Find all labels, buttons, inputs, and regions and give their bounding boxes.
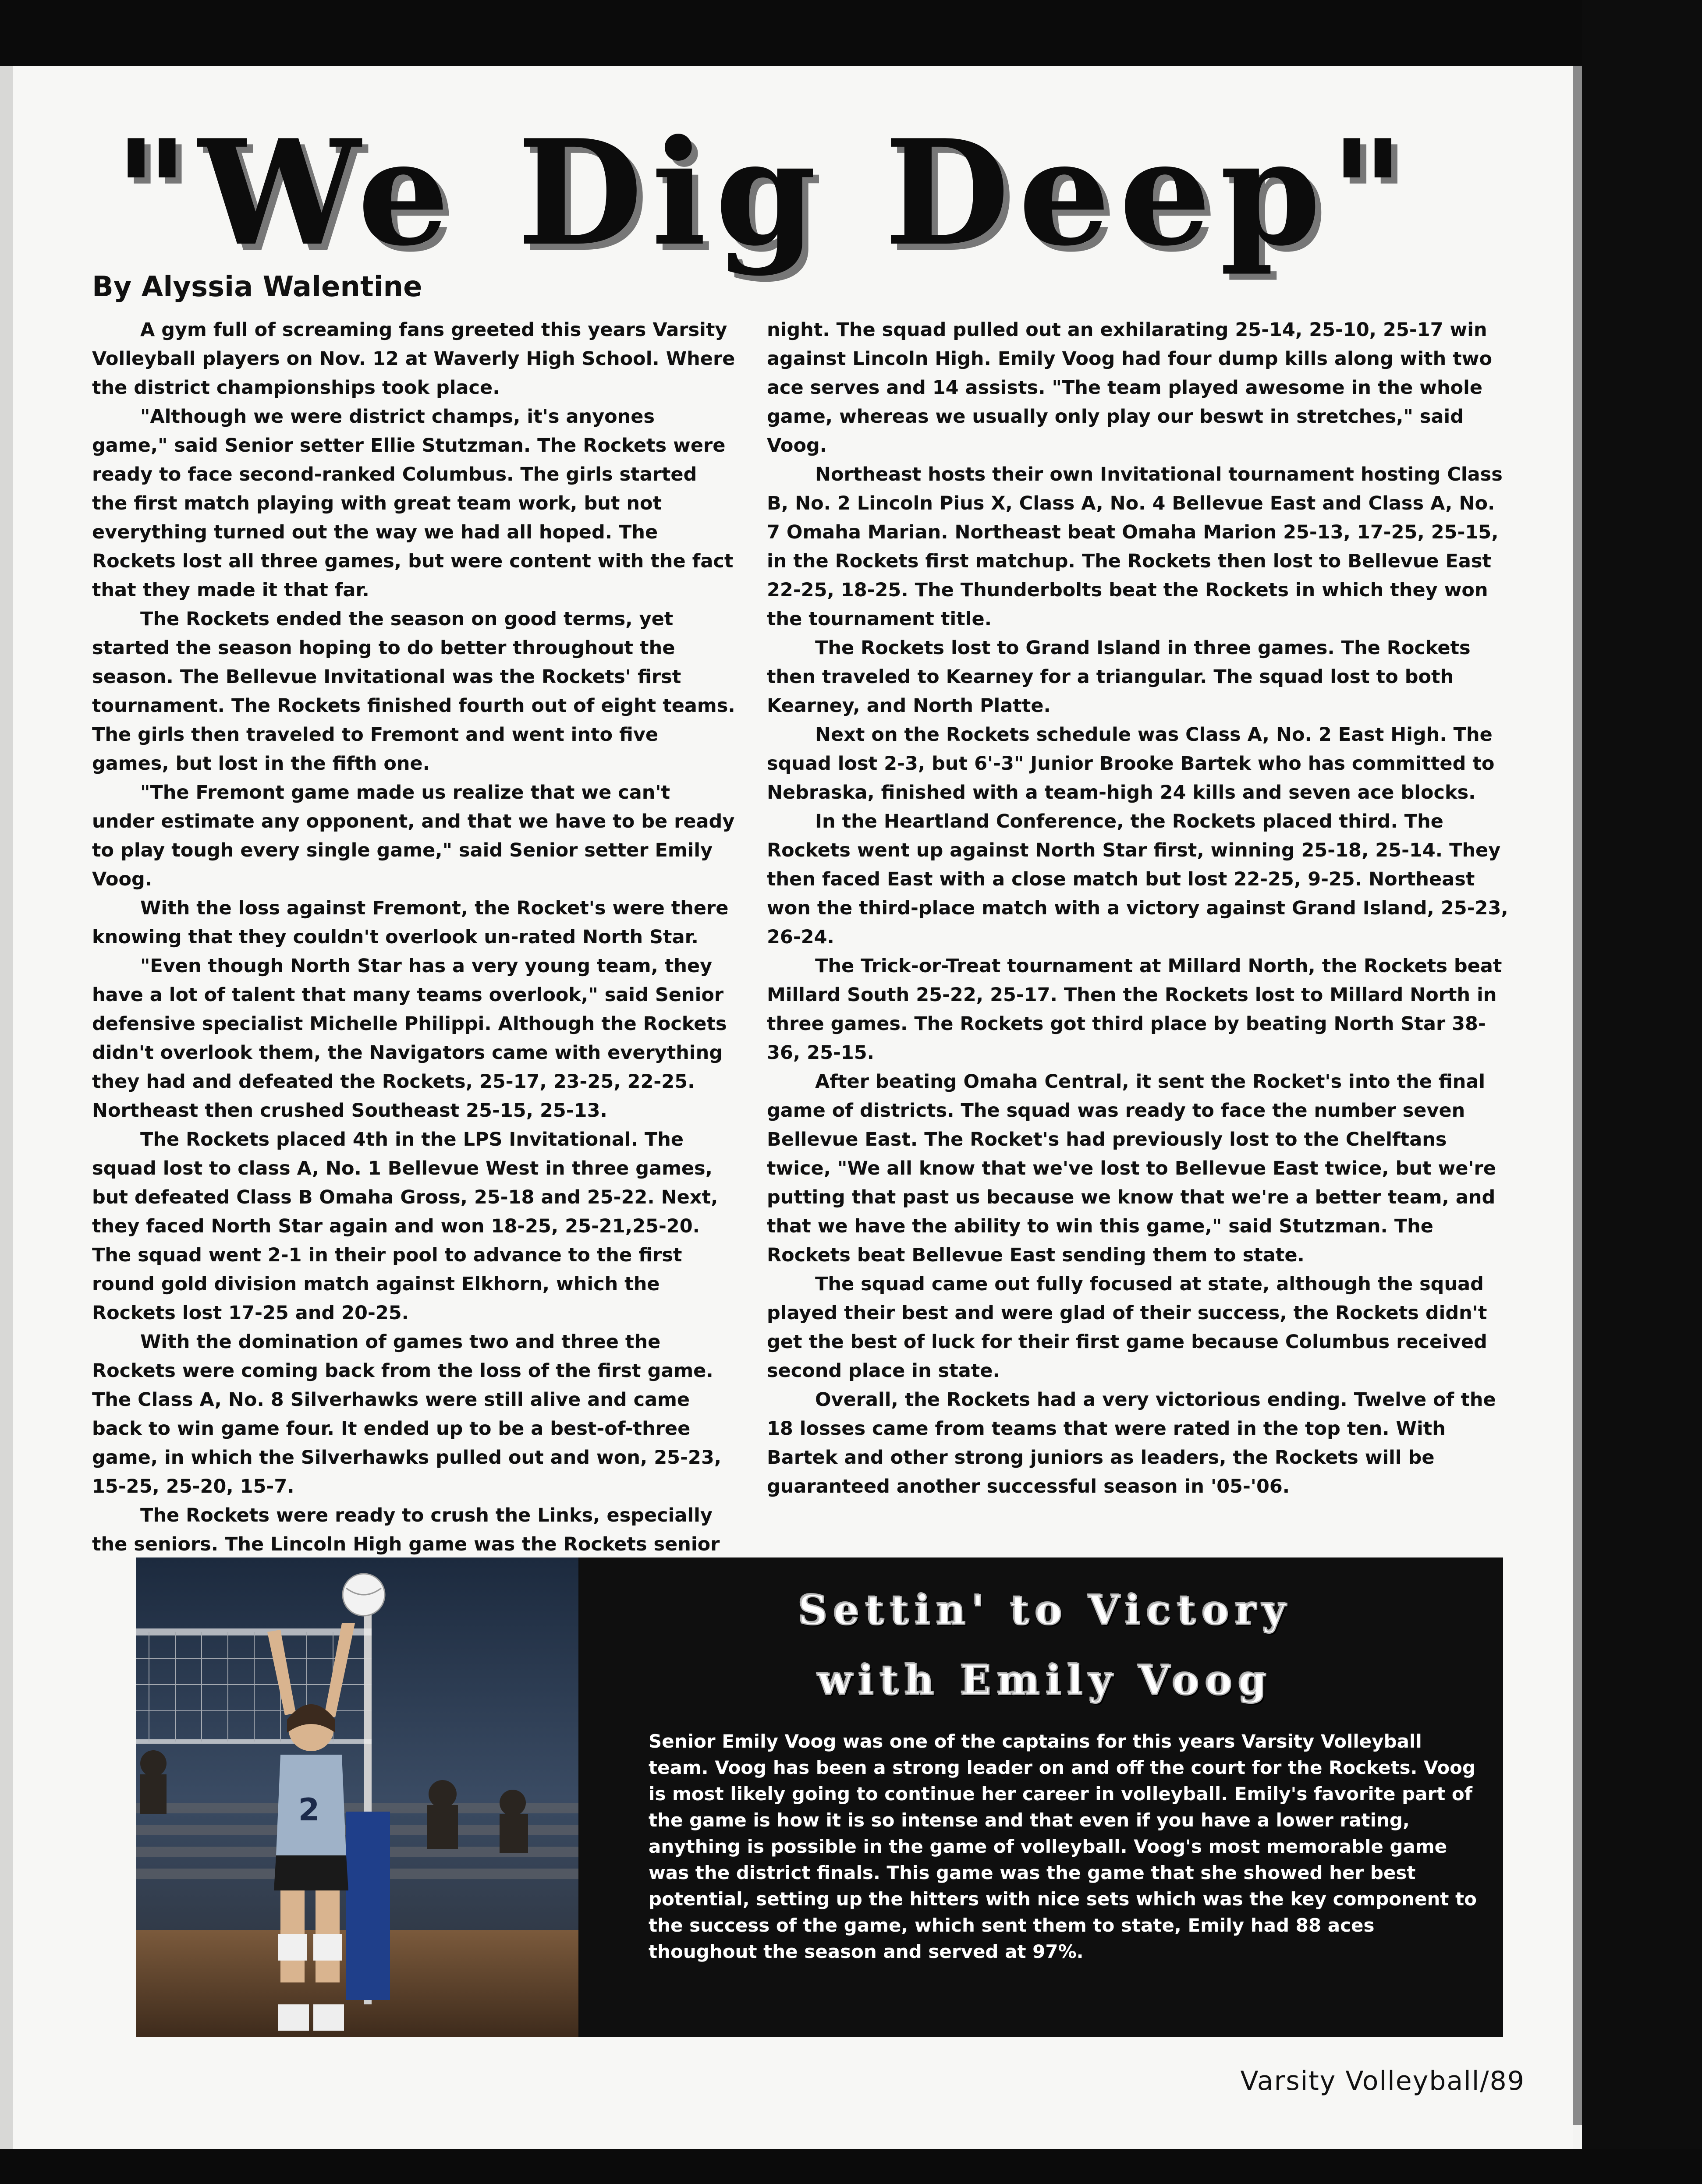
paragraph: "The Fremont game made us realize that we can't under estimate any opponent, and that we have to be ready to play tough every single game," said Senior setter Emily Voog. [92,782,735,890]
paragraph: A gym full of screaming fans greeted this years Varsity Volleyball players on Nov. 12 at Waverly High School. Where the district championships took place. [92,319,735,399]
paragraph: With the loss against Fremont, the Rocket's were there knowing that they couldn't overlook un-rated North Star. [92,897,729,948]
sidebar-title-line-2: with Emily Voog [817,1657,1273,1704]
volleyball-photo [136,1557,578,2037]
paragraph: Overall, the Rockets had a very victorious ending. Twelve of the 18 losses came from teams that were rated in the top ten. With Bartek and other strong juniors as leaders, the Rockets will be guaranteed another successful season in '05-'06. [767,1389,1496,1497]
paragraph: The Rockets placed 4th in the LPS Invitational. The squad lost to class A, No. 1 Bellevue West in three games, but defeated Class B Omaha Gross, 25-18 and 25-22. Next, they faced North Star again and won 18-25, 25-21,25-20. The squad went 2-1 in their pool to advance to the first round gold division match against Elkhorn, which the Rockets lost 17-25 and 20-25. [92,1129,718,1324]
article-column-right [767,315,1512,1542]
scan-border-bottom [0,2149,1702,2184]
paragraph: The Trick-or-Treat tournament at Millard North, the Rockets beat Millard South 25-22, 25-17. Then the Rockets lost to Millard North in three games. The Rockets got third place by beating North Star 38-36, 25-15. [767,955,1502,1064]
paragraph: The Rockets were ready to crush the Links, especially the seniors. The Lincoln High game was the Rockets senior [92,1504,720,1555]
sidebar-box [136,1557,1503,2037]
paragraph: Next on the Rockets schedule was Class A, No. 2 East High. The squad lost 2-3, but 6'-3" Junior Brooke Bartek who has committed to Nebraska, finished with a team-high 24 kills and seven ace blocks. [767,724,1495,804]
article-title: "We Dig Deep" [114,108,1414,278]
paragraph: With the domination of games two and three the Rockets were coming back from the loss of the first game. The Class A, No. 8 Silverhawks were still alive and came back to win game four. It ended up to be a best-of-three game, in which the Silverhawks pulled out and won, 25-23, 15-25, 25-20, 15-7. [92,1331,722,1497]
article-column-left [92,315,736,1555]
paragraph: In the Heartland Conference, the Rockets placed third. The Rockets went up against North Star first, winning 25-18, 25-14. They then faced East with a close match but lost 22-25, 9-25. Northeast won the third-place match with a victory against Grand Island, 25-23, 26-24. [767,811,1508,948]
page-folio: Varsity Volleyball/89 [1240,2066,1525,2096]
scan-border-top [0,0,1702,66]
paragraph: The Rockets ended the season on good terms, yet started the season hoping to do better throughout the season. The Bellevue Invitational was the Rockets' first tournament. The Rockets finished fourth out of eight teams. The girls then traveled to Fremont and went into five games, but lost in the fifth one. [92,608,735,775]
scan-border-left [0,66,13,2149]
paragraph: "Even though North Star has a very young team, they have a lot of talent that many teams overlook," said Senior defensive specialist Michelle Philippi. Although the Rockets didn't overlook them, the Navigators came with everything they had and defeated the Rockets, 25-17, 23-25, 22-25. Northeast then crushed Southeast 25-15, 25-13. [92,955,727,1122]
sidebar-text: Senior Emily Voog was one of the captains for this years Varsity Volleyball team. Voog has been a strong leader on and off the court for the Rockets. Voog is most likely going to continue her career in volleyball. Emily's favorite part of the game is how it is so intense and that even if you have a lower rating, anything is possible in the game of volleyball. Voog's most memorable game was the district finals. This game was the game that she showed her best potential, setting up the hitters with nice sets which was the key component to the success of the game, which sent them to state, Emily had 88 aces thoughout the season and served at 97%. [649,1731,1477,1962]
paragraph: After beating Omaha Central, it sent the Rocket's into the final game of districts. The squad was ready to face the number seven Bellevue East. The Rocket's had previously lost to the Chelftans twice, "We all know that we've lost to Bellevue East twice, but we're putting that past us because we know that we're a better team, and that we have the ability to win this game," said Stutzman. The Rockets beat Bellevue East sending them to state. [767,1071,1496,1266]
sidebar-title [609,1575,1481,1715]
paragraph: The squad came out fully focused at state, although the squad played their best and were glad of their success, the Rockets didn't get the best of luck for their first game because Columbus received second place in state. [767,1273,1487,1382]
byline: By Alyssia Walentine [92,271,422,303]
scan-border-right [1582,0,1702,2184]
paragraph: Northeast hosts their own Invitational tournament hosting Class B, No. 2 Lincoln Pius X, Class A, No. 4 Bellevue East and Class A, No. 7 Omaha Marian. Northeast beat Omaha Marion 25-13, 17-25, 25-15, in the Rockets first matchup. The Rockets then lost to Bellevue East 22-25, 18-25. The Thunderbolts beat the Rockets in which they won the tournament title. [767,464,1503,630]
paragraph: "Although we were district champs, it's anyones game," said Senior setter Ellie Stutzman. The Rockets were ready to face second-ranked Columbus. The girls started the first match playing with great team work, but not everything turned out the way we had all hoped. The Rockets lost all three games, but were content with the fact that they made it that far. [92,406,734,601]
sidebar-title-line-1: Settin' to Victory [798,1586,1292,1634]
jersey-number: 2 [298,1792,320,1828]
paragraph: night. The squad pulled out an exhilarating 25-14, 25-10, 25-17 win against Lincoln High. Emily Voog had four dump kills along with two ace serves and 14 assists. "The team played awesome in the whole game, whereas we usually only play our beswt in stretches," said Voog. [767,319,1493,457]
paragraph: The Rockets lost to Grand Island in three games. The Rockets then traveled to Kearney for a triangular. The squad lost to both Kearney, and North Platte. [767,637,1471,717]
